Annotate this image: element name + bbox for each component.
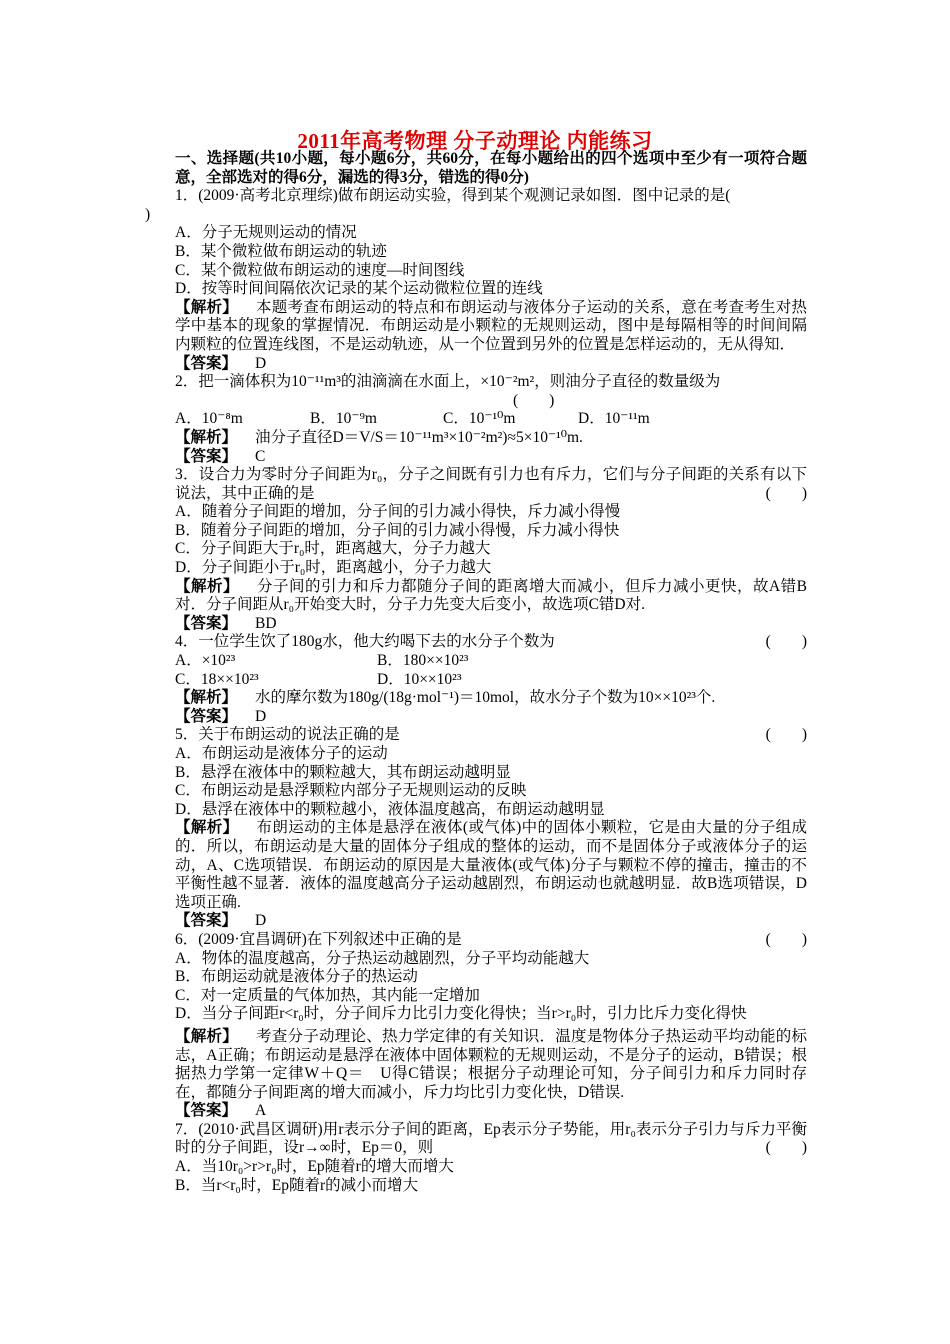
q6-option-a: A．物体的温度越高，分子热运动越剧烈，分子平均动能越大 xyxy=(175,949,590,967)
q5-option-c: C．布朗运动是悬浮颗粒内部分子无规则运动的反映 xyxy=(175,782,527,800)
analysis-label: 【解析】 xyxy=(175,298,238,316)
q1-stem: 1．(2009·高考北京理综)做布朗运动实验，得到某个观测记录如图．图中记录的是( xyxy=(175,187,731,205)
q3-answer xyxy=(145,615,807,634)
q4-analysis xyxy=(145,689,807,708)
q5-analysis xyxy=(145,819,807,912)
q3-paren: ( ) xyxy=(765,484,807,502)
analysis-label: 【解析】 xyxy=(175,689,238,707)
q1-option-c: C．某个微粒做布朗运动的速度—时间图线 xyxy=(175,261,465,279)
q3-stem xyxy=(145,466,807,503)
q4-answer-value: D xyxy=(255,707,267,725)
section-heading: 一、选择题(共10小题，每小题6分，共60分，在每小题给出的四个选项中至少有一项符合题意，全部选对的得6分，漏选的得3分，错选的得0分) xyxy=(175,150,807,186)
q5-option-a: A．布朗运动是液体分子的运动 xyxy=(175,745,388,762)
q7-option-b: B．当r<r₀时，Ep随着r的减小而增大 xyxy=(175,1176,419,1194)
q5-stem-text: 5．关于布朗运动的说法正确的是 xyxy=(175,726,400,744)
q4-option-d: D．10××10²³ xyxy=(377,670,462,688)
q7-option-a: A．当10r₀>r>r₀时，Ep随着r的增大而增大 xyxy=(175,1158,454,1176)
answer-label: 【答案】 xyxy=(175,614,238,632)
q5-paren: ( ) xyxy=(765,726,807,744)
q1-analysis xyxy=(145,299,807,355)
q5-stem xyxy=(145,726,807,745)
q3-analysis xyxy=(145,578,807,615)
q5-option-d: D．悬浮在液体中的颗粒越小，液体温度越高，布朗运动越明显 xyxy=(175,800,605,818)
q3-option-b: B．随着分子间距的增加，分子间的引力减小得慢，斥力减小得快 xyxy=(175,521,620,539)
q2-paren: ( ) xyxy=(513,391,555,409)
analysis-label: 【解析】 xyxy=(175,428,238,446)
q3-option-c: C．分子间距大于r₀时，距离越大，分子力越大 xyxy=(175,540,491,558)
q4-stem xyxy=(145,633,807,652)
answer-label: 【答案】 xyxy=(175,354,238,372)
q4-analysis-text: 水的摩尔数为180g/(18g·mol⁻¹)＝10mol，故水分子个数为10××10²³个. xyxy=(255,689,716,707)
q2-analysis-text: 油分子直径D＝V/S＝10⁻¹¹m³×10⁻²m²)≈5×10⁻¹⁰m. xyxy=(255,428,583,446)
q6-paren: ( ) xyxy=(765,930,807,948)
q2-option-d: D．10⁻¹¹m xyxy=(578,410,650,428)
answer-label: 【答案】 xyxy=(175,1102,238,1120)
q4-option-c: C．18××10²³ xyxy=(175,670,259,688)
q3-stem-text: 3．设合力为零时分子间距为r₀，分子之间既有引力也有斥力，它们与分子间距的关系有以下说法，其中正确的是 xyxy=(175,466,807,502)
q4-paren: ( ) xyxy=(765,633,807,651)
q4-stem-text: 4．一位学生饮了180g水，他大约喝下去的水分子个数为 xyxy=(175,633,555,651)
q7-stem-text: 7．(2010·武昌区调研)用r表示分子间的距离，Ep表示分子势能，用r₀表示分子引力与斥力平衡时的分子间距，设r→∞时，Ep＝0，则 xyxy=(175,1120,807,1157)
q6-answer-value: A xyxy=(255,1102,267,1120)
q2-option-c: C．10⁻¹⁰m xyxy=(443,410,516,428)
page-title: 2011年高考物理 分子动理论 内能练习 xyxy=(297,129,653,153)
q6-stem xyxy=(145,931,807,950)
q5-answer xyxy=(145,912,807,931)
q2-answer xyxy=(145,448,807,467)
q2-option-a: A．10⁻⁸m xyxy=(175,410,243,428)
q4-options-ab xyxy=(145,652,807,671)
q2-option-b: B．10⁻⁹m xyxy=(310,410,377,428)
q5-option-b: B．悬浮在液体中的颗粒越大，其布朗运动越明显 xyxy=(175,763,511,781)
q7-stem xyxy=(145,1121,807,1158)
q3-analysis-text: 分子间的引力和斥力都随分子间的距离增大而减小，但斥力减小更快，故A错B对．分子间距从r₀开始变大时，分子力先变大后变小，故选项C错D对. xyxy=(175,577,807,614)
q2-answer-value: C xyxy=(255,447,266,465)
q1-option-b: B．某个微粒做布朗运动的轨迹 xyxy=(175,242,387,260)
q3-option-d: D．分子间距小于r₀时，距离越小，分子力越大 xyxy=(175,559,492,577)
q1-analysis-text: 本题考查布朗运动的特点和布朗运动与液体分子运动的关系，意在考查考生对热学中基本的现象的掌握情况．布朗运动是小颗粒的无规则运动，图中是每隔相等的时间间隔内颗粒的位置连线图，不是运动轨迹，从一个位置到另外的位置是怎样运动的，无从得知． xyxy=(175,298,807,353)
q6-option-d: D．当分子间距r<r₀时，分子间斥力比引力变化得快；当r>r₀时，引力比斥力变化得快 xyxy=(175,1005,747,1023)
answer-label: 【答案】 xyxy=(175,447,238,465)
q6-stem-text: 6．(2009·宜昌调研)在下列叙述中正确的是 xyxy=(175,930,462,948)
q5-answer-value: D xyxy=(255,912,267,930)
q3-option-a: A．随着分子间距的增加，分子间的引力减小得快，斥力减小得慢 xyxy=(175,503,621,521)
q4-options-cd xyxy=(145,671,807,690)
q1-option-d: D．按等时间间隔依次记录的某个运动微粒位置的连线 xyxy=(175,280,543,298)
analysis-label: 【解析】 xyxy=(175,819,239,837)
q5-analysis-text: 布朗运动的主体是悬浮在液体(或气体)中的固体小颗粒，它是由大量的分子组成的．所以，布朗运动是大量的固体分子组成的整体的运动，而不是固体分子或液体分子的运动，A、C选项错误．布朗运动的原因是大量液体(或气体)分子与颗粒不停的撞击，撞击的不平衡性越不显著．液体的温度越高分子运动越剧烈，布朗运动也就越明显．故B选项错误，D选项正确. xyxy=(175,819,807,911)
q2-stem: 2．把一滴体积为10⁻¹¹m³的油滴滴在水面上，×10⁻²m²，则油分子直径的数量级为 xyxy=(175,373,721,391)
q6-answer xyxy=(145,1102,807,1121)
q4-option-a: A．×10²³ xyxy=(175,652,236,670)
q6-analysis xyxy=(145,1028,807,1102)
analysis-label: 【解析】 xyxy=(175,577,239,595)
document-body xyxy=(145,150,807,1195)
q2-analysis xyxy=(145,429,807,448)
q1-stem-tail: ) xyxy=(145,205,151,223)
q3-answer-value: BD xyxy=(255,614,277,632)
q6-option-b: B．布朗运动就是液体分子的热运动 xyxy=(175,968,418,986)
q1-answer-value: D xyxy=(255,354,267,372)
q1-answer xyxy=(145,355,807,374)
q7-paren: ( ) xyxy=(765,1139,807,1157)
q4-option-b: B．180××10²³ xyxy=(377,652,469,670)
answer-label: 【答案】 xyxy=(175,912,238,930)
q6-analysis-text: 考查分子动理论、热力学定律的有关知识．温度是物体分子热运动平均动能的标志，A正确；布朗运动是悬浮在液体中固体颗粒的无规则运动，不是分子的运动，B错误；根据热力学第一定律W＋Q＝ U得C错误；根据分子动理论可知，分子间引力和斥力同时存在，都随分子间距离的增大而减小，斥力均比引力变化快，D错误. xyxy=(175,1027,807,1101)
analysis-label: 【解析】 xyxy=(175,1027,238,1045)
q6-option-c: C．对一定质量的气体加热，其内能一定增加 xyxy=(175,986,480,1004)
q2-options xyxy=(145,410,807,429)
answer-label: 【答案】 xyxy=(175,707,238,725)
q1-option-a: A．分子无规则运动的情况 xyxy=(175,224,357,242)
q4-answer xyxy=(145,708,807,727)
